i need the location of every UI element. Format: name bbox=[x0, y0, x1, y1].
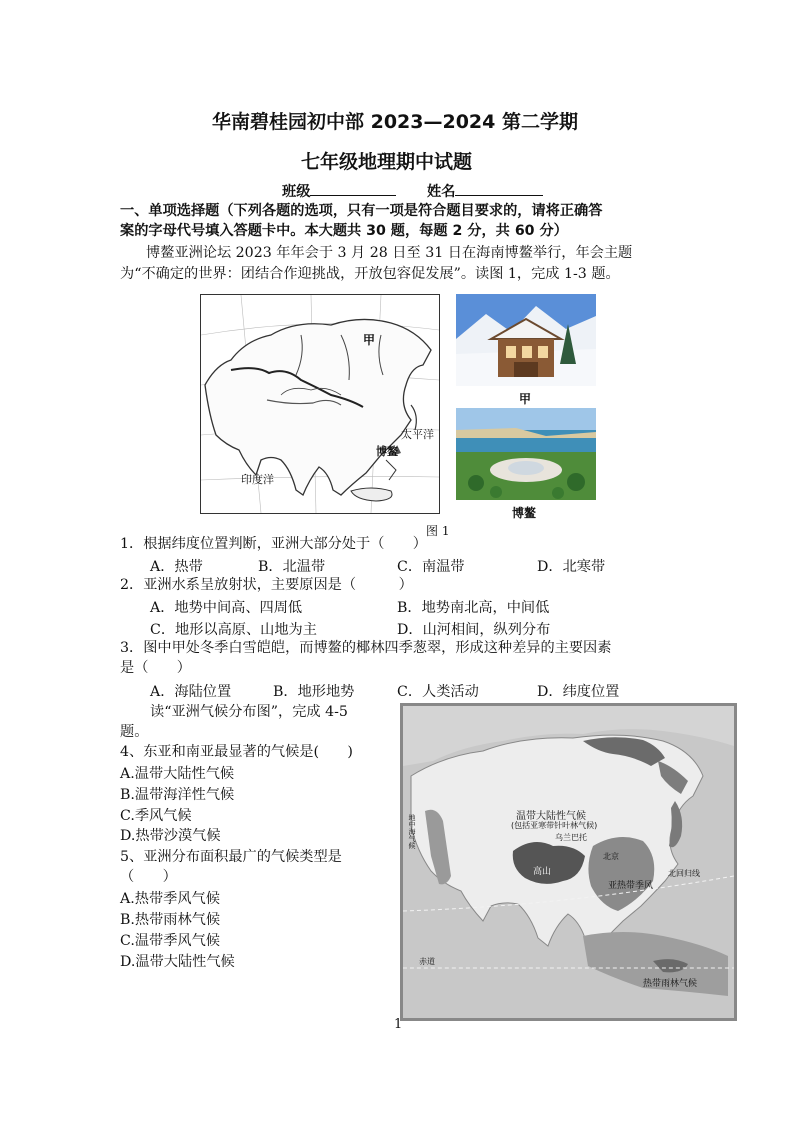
intro-line2: 为“不确定的世界：团结合作迎挑战，开放包容促发展”。读图 1，完成 1-3 题。 bbox=[120, 266, 620, 282]
map-label-indian-ocean: 印度洋 bbox=[241, 473, 274, 486]
photo-jia bbox=[456, 294, 596, 386]
class-blank[interactable] bbox=[310, 180, 396, 196]
page-number: 1 bbox=[394, 1017, 403, 1032]
label-north-tropic: 北回归线 bbox=[668, 869, 700, 878]
q3-stem-line1: 3．图中甲处冬季白雪皑皑，而博鳌的椰林四季葱翠，形成这种差异的主要因素 bbox=[120, 640, 612, 656]
q4-option-c[interactable]: C.季风气候 bbox=[120, 808, 192, 824]
climate-label-subtropical-monsoon: 亚热带季风 bbox=[608, 881, 654, 891]
photo-jia-caption: 甲 bbox=[519, 392, 532, 406]
climate-label-continental: 温带大陆性气候 bbox=[516, 811, 586, 822]
q1-option-d[interactable]: D．北寒带 bbox=[537, 559, 606, 575]
exam-title: 华南碧桂园初中部 2023—2024 第二学期 bbox=[212, 111, 578, 133]
figure-caption: 图 1 bbox=[426, 524, 450, 538]
asia-map bbox=[200, 294, 440, 514]
q1-option-c[interactable]: C．南温带 bbox=[397, 559, 465, 575]
asia-climate-map bbox=[400, 703, 737, 1021]
q3-option-c[interactable]: C．人类活动 bbox=[397, 684, 479, 700]
climate-map-graphic bbox=[403, 706, 734, 1018]
q4-option-d[interactable]: D.热带沙漠气候 bbox=[120, 828, 221, 844]
name-label: 姓名 bbox=[427, 184, 456, 200]
map-label-boao: 博鳌 bbox=[376, 445, 398, 458]
q5-stem-line1: 5、亚洲分布面积最广的气候类型是 bbox=[120, 849, 342, 865]
city-ulaanbaatar: 乌兰巴托 bbox=[555, 833, 587, 842]
section-heading-line2: 案的字母代号填入答题卡中。本大题共 30 题，每题 2 分，共 60 分） bbox=[120, 223, 568, 239]
q2-option-b[interactable]: B．地势南北高，中间低 bbox=[397, 600, 550, 616]
q5-option-d[interactable]: D.温带大陆性气候 bbox=[120, 954, 235, 970]
q2-option-c[interactable]: C．地形以高原、山地为主 bbox=[150, 622, 317, 638]
q1-option-b[interactable]: B．北温带 bbox=[258, 559, 326, 575]
q5-option-b[interactable]: B.热带雨林气候 bbox=[120, 912, 221, 928]
q1-stem: 1．根据纬度位置判断，亚洲大部分处于（ ） bbox=[120, 536, 427, 552]
exam-subtitle: 七年级地理期中试题 bbox=[301, 151, 473, 173]
climate-label-continental-sub: (包括亚寒带针叶林气候) bbox=[511, 821, 598, 830]
q2-option-a[interactable]: A．地势中间高、四周低 bbox=[150, 600, 303, 616]
asia-map-graphic bbox=[201, 295, 439, 513]
q5-stem-line2: （ ） bbox=[120, 869, 177, 885]
map-label-pacific: 太平洋 bbox=[401, 428, 434, 441]
q3-stem-line2: 是（ ） bbox=[120, 660, 191, 676]
name-field bbox=[427, 180, 543, 202]
label-equator: 赤道 bbox=[419, 957, 435, 966]
intro2-line1: 读“亚洲气候分布图”，完成 4-5 bbox=[150, 704, 348, 720]
q3-option-d[interactable]: D．纬度位置 bbox=[537, 684, 620, 700]
climate-label-mediterranean: 地中海气候 bbox=[408, 814, 416, 849]
city-beijing: 北京 bbox=[603, 852, 619, 861]
q3-option-a[interactable]: A．海陆位置 bbox=[150, 684, 232, 700]
intro-line1: 博鳌亚洲论坛 2023 年年会于 3 月 28 日至 31 日在海南博鳌举行，年会主题 bbox=[146, 245, 633, 261]
q5-option-a[interactable]: A.热带季风气候 bbox=[120, 891, 220, 907]
class-field bbox=[282, 180, 396, 202]
q4-option-b[interactable]: B.温带海洋性气候 bbox=[120, 787, 235, 803]
map-label-jia: 甲 bbox=[363, 333, 376, 347]
photo-boao-caption: 博鳌 bbox=[512, 506, 537, 520]
intro2-line2: 题。 bbox=[120, 724, 149, 740]
q2-option-d[interactable]: D．山河相间，纵列分布 bbox=[397, 622, 551, 638]
class-label: 班级 bbox=[282, 184, 311, 200]
q5-option-c[interactable]: C.温带季风气候 bbox=[120, 933, 220, 949]
q4-stem: 4、东亚和南亚最显著的气候是( ) bbox=[120, 744, 353, 760]
q1-option-a[interactable]: A．热带 bbox=[150, 559, 203, 575]
q3-option-b[interactable]: B．地形地势 bbox=[273, 684, 355, 700]
climate-label-tropical: 热带雨林气候 bbox=[643, 979, 698, 989]
q4-option-a[interactable]: A.温带大陆性气候 bbox=[120, 766, 235, 782]
section-heading-line1: 一、单项选择题（下列各题的选项，只有一项是符合题目要求的，请将正确答 bbox=[120, 203, 603, 219]
name-blank[interactable] bbox=[455, 180, 543, 196]
photo-boao bbox=[456, 408, 596, 500]
q2-stem: 2．亚洲水系呈放射状，主要原因是（ ） bbox=[120, 577, 413, 593]
climate-label-mountain: 高山 bbox=[533, 867, 552, 877]
